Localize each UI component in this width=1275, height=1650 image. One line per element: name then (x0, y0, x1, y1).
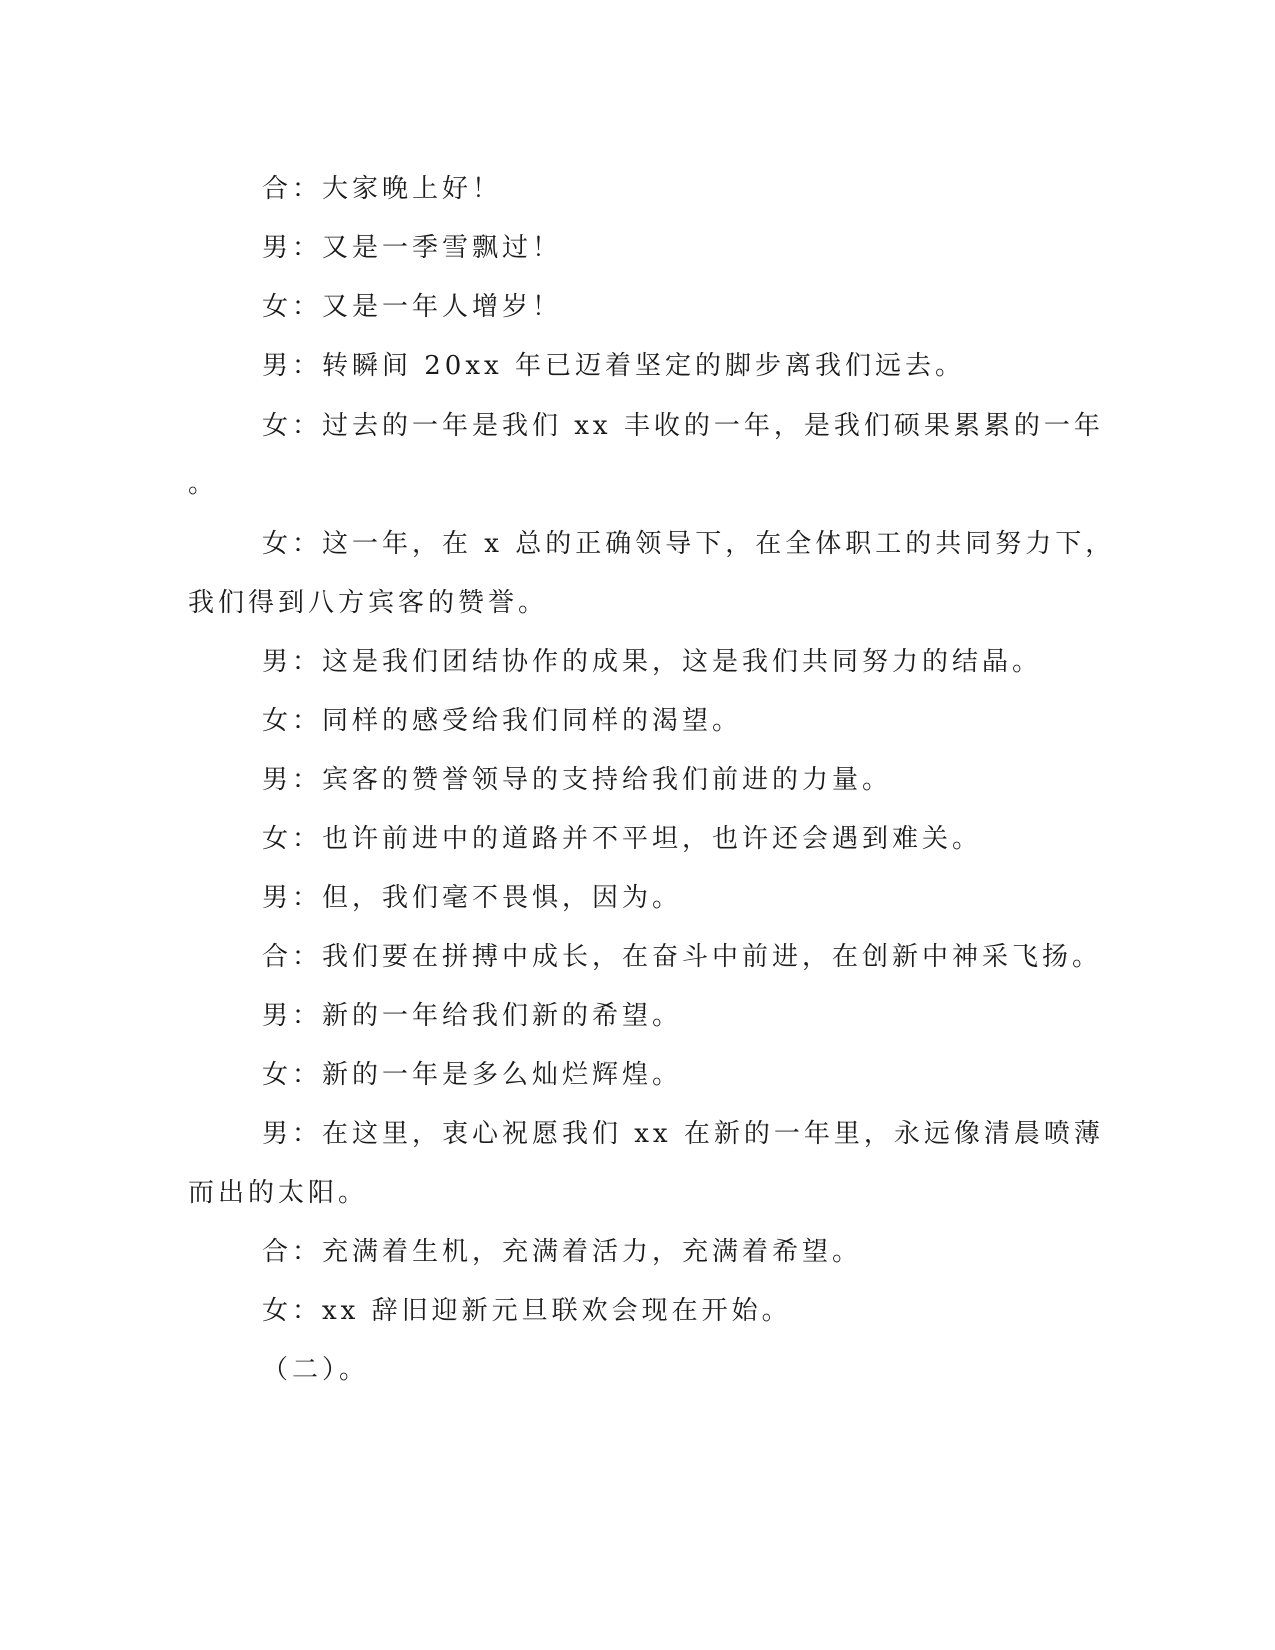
text-line: 女：过去的一年是我们 xx 丰收的一年，是我们硕果累累的一年 (262, 411, 1104, 441)
text-line: 男：在这里，衷心祝愿我们 xx 在新的一年里，永远像清晨喷薄 (262, 1119, 1104, 1149)
text-line: 女：xx 辞旧迎新元旦联欢会现在开始。 (262, 1296, 792, 1326)
text-line: 合：我们要在拼搏中成长，在奋斗中前进，在创新中神采飞扬。 (262, 942, 1103, 972)
text-line: 合：大家晚上好！ (262, 174, 503, 204)
text-line: 我们得到八方宾客的赞誉。 (188, 588, 549, 618)
text-line: 男：但，我们毫不畏惧，因为。 (262, 883, 683, 913)
text-line: 女：同样的感受给我们同样的渴望。 (262, 706, 743, 736)
text-line: 女：这一年，在 x 总的正确领导下，在全体职工的共同努力下， (262, 529, 1116, 559)
text-line: 男：新的一年给我们新的希望。 (262, 1001, 683, 1031)
text-line: 男：宾客的赞誉领导的支持给我们前进的力量。 (262, 765, 893, 795)
text-line: 。 (188, 469, 219, 499)
text-line: 女：也许前进中的道路并不平坦，也许还会遇到难关。 (262, 824, 983, 854)
text-line: 而出的太阳。 (188, 1178, 369, 1208)
text-line: 男：又是一季雪飘过！ (262, 233, 563, 263)
text-line: 男：转瞬间 20xx 年已迈着坚定的脚步离我们远去。 (262, 351, 965, 381)
text-line: （二）。 (262, 1355, 370, 1385)
text-line: 男：这是我们团结协作的成果，这是我们共同努力的结晶。 (262, 647, 1043, 677)
text-line: 合：充满着生机，充满着活力，充满着希望。 (262, 1237, 863, 1267)
text-line: 女：新的一年是多么灿烂辉煌。 (262, 1060, 683, 1090)
text-line: 女：又是一年人增岁！ (262, 292, 563, 322)
